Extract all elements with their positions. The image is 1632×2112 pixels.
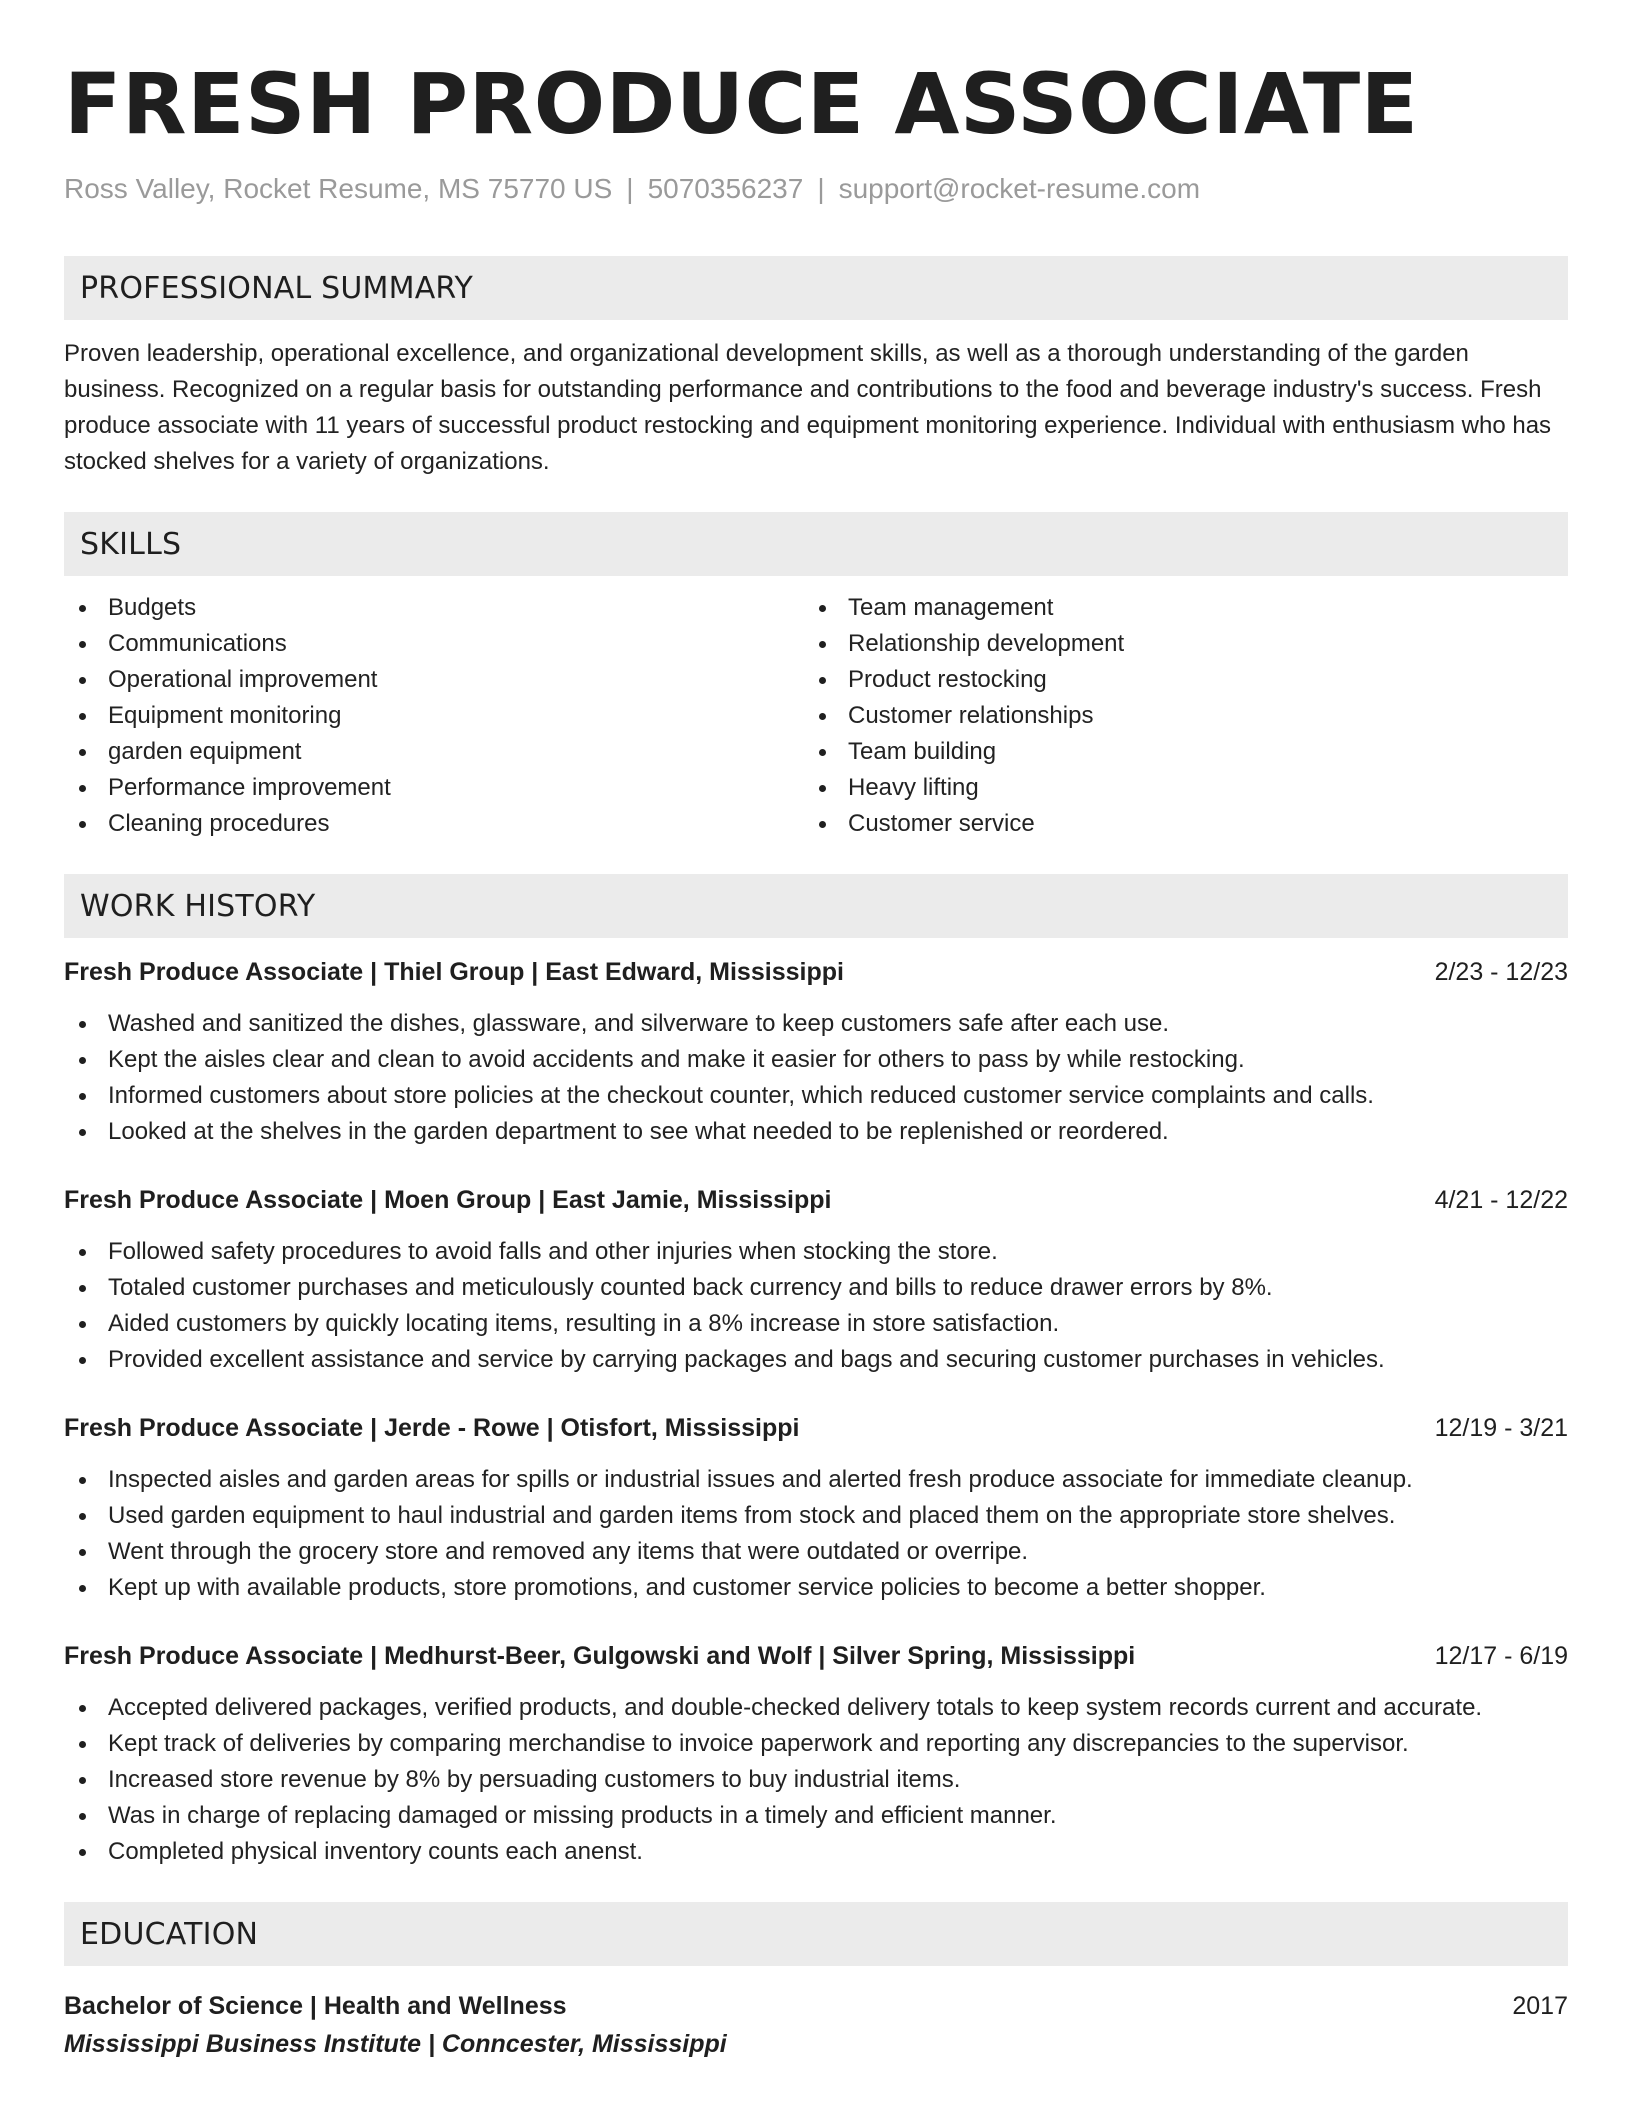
- education-degree: Bachelor of Science | Health and Wellness: [64, 1992, 567, 2020]
- job-bullet: Washed and sanitized the dishes, glassware, and silverware to keep customers safe after each use.: [64, 1006, 1568, 1042]
- education-year: 2017: [1512, 1992, 1568, 2020]
- skills-title: SKILLS: [80, 526, 182, 562]
- skill-item: Performance improvement: [64, 770, 804, 806]
- work-title: WORK HISTORY: [80, 888, 316, 924]
- job-bullet: Accepted delivered packages, verified products, and double-checked delivery totals to keep system records current and accurate.: [64, 1690, 1568, 1726]
- job-entry: [64, 1182, 1568, 1378]
- job-dates: 4/21 - 12/22: [1434, 1186, 1568, 1214]
- candidate-name: FRESH PRODUCE ASSOCIATE: [64, 55, 1419, 153]
- job-entry: [64, 954, 1568, 1150]
- job-heading: Fresh Produce Associate | Thiel Group | East Edward, Mississippi: [64, 958, 844, 986]
- job-bullet: Kept up with available products, store promotions, and customer service policies to become a better shopper.: [64, 1570, 1568, 1606]
- job-entry: [64, 1638, 1568, 1870]
- job-bullet: Was in charge of replacing damaged or missing products in a timely and efficient manner.: [64, 1798, 1568, 1834]
- education-school: Mississippi Business Institute | Conncester, Mississippi: [64, 2030, 727, 2058]
- skill-item: Budgets: [64, 590, 804, 626]
- summary-title: PROFESSIONAL SUMMARY: [80, 270, 474, 306]
- job-bullet: Completed physical inventory counts each anenst.: [64, 1834, 1568, 1870]
- job-heading: Fresh Produce Associate | Jerde - Rowe | Otisfort, Mississippi: [64, 1414, 800, 1442]
- work-section-header: [64, 874, 1568, 938]
- job-bullets: [64, 1234, 1568, 1378]
- job-bullets: [64, 1462, 1568, 1606]
- job-bullet: Aided customers by quickly locating items, resulting in a 8% increase in store satisfaction.: [64, 1306, 1568, 1342]
- job-bullet: Looked at the shelves in the garden department to see what needed to be replenished or reordered.: [64, 1114, 1568, 1150]
- job-bullet: Inspected aisles and garden areas for spills or industrial issues and alerted fresh produce associate for immediate cleanup.: [64, 1462, 1568, 1498]
- contact-separator: |: [626, 173, 634, 204]
- skills-section-header: [64, 512, 1568, 576]
- job-bullet: Used garden equipment to haul industrial and garden items from stock and placed them on the appropriate store shelves.: [64, 1498, 1568, 1534]
- job-bullet: Totaled customer purchases and meticulously counted back currency and bills to reduce drawer errors by 8%.: [64, 1270, 1568, 1306]
- skill-item: Team building: [804, 734, 1544, 770]
- job-bullet: Increased store revenue by 8% by persuading customers to buy industrial items.: [64, 1762, 1568, 1798]
- job-bullet: Informed customers about store policies at the checkout counter, which reduced customer service complaints and calls.: [64, 1078, 1568, 1114]
- summary-text: Proven leadership, operational excellence, and organizational development skills, as well as a thorough understanding of the garden business. Recognized on a regular basis for outstanding performance and contributions to the food and beverage industry's success. Fresh produce associate with 11 years of successful product restocking and equipment monitoring experience. Individual with enthusiasm who has stocked shelves for a variety of organizations.: [64, 340, 1552, 475]
- skill-item: Cleaning procedures: [64, 806, 804, 842]
- job-bullets: [64, 1690, 1568, 1870]
- summary-section-header: [64, 256, 1568, 320]
- job-dates: 12/17 - 6/19: [1434, 1642, 1568, 1670]
- skills-column-right: [804, 590, 1544, 842]
- job-bullet: Followed safety procedures to avoid falls and other injuries when stocking the store.: [64, 1234, 1568, 1270]
- skills-list: [64, 590, 1568, 842]
- job-bullet: Provided excellent assistance and service by carrying packages and bags and securing customer purchases in vehicles.: [64, 1342, 1568, 1378]
- skill-item: Equipment monitoring: [64, 698, 804, 734]
- job-bullet: Went through the grocery store and removed any items that were outdated or overripe.: [64, 1534, 1568, 1570]
- job-bullet: Kept the aisles clear and clean to avoid accidents and make it easier for others to pass by while restocking.: [64, 1042, 1568, 1078]
- job-heading: Fresh Produce Associate | Moen Group | East Jamie, Mississippi: [64, 1186, 832, 1214]
- contact-separator: |: [817, 173, 825, 204]
- education-title: EDUCATION: [80, 1916, 259, 1952]
- contact-address: Ross Valley, Rocket Resume, MS 75770 US: [64, 173, 613, 204]
- contact-phone: 5070356237: [647, 173, 804, 204]
- contact-line: [64, 172, 1568, 206]
- job-heading: Fresh Produce Associate | Medhurst-Beer, Gulgowski and Wolf | Silver Spring, Mississippi: [64, 1642, 1136, 1670]
- education-entry: [64, 1988, 1568, 2024]
- skill-item: Team management: [804, 590, 1544, 626]
- job-bullets: [64, 1006, 1568, 1150]
- skill-item: Customer service: [804, 806, 1544, 842]
- education-section-header: [64, 1902, 1568, 1966]
- skill-item: Customer relationships: [804, 698, 1544, 734]
- skills-column-left: [64, 590, 804, 842]
- job-entry: [64, 1410, 1568, 1606]
- job-bullet: Kept track of deliveries by comparing merchandise to invoice paperwork and reporting any discrepancies to the supervisor.: [64, 1726, 1568, 1762]
- skill-item: garden equipment: [64, 734, 804, 770]
- skill-item: Product restocking: [804, 662, 1544, 698]
- job-dates: 2/23 - 12/23: [1434, 958, 1568, 986]
- skill-item: Relationship development: [804, 626, 1544, 662]
- skill-item: Operational improvement: [64, 662, 804, 698]
- contact-email: support@rocket-resume.com: [838, 173, 1201, 204]
- job-dates: 12/19 - 3/21: [1434, 1414, 1568, 1442]
- skill-item: Communications: [64, 626, 804, 662]
- skill-item: Heavy lifting: [804, 770, 1544, 806]
